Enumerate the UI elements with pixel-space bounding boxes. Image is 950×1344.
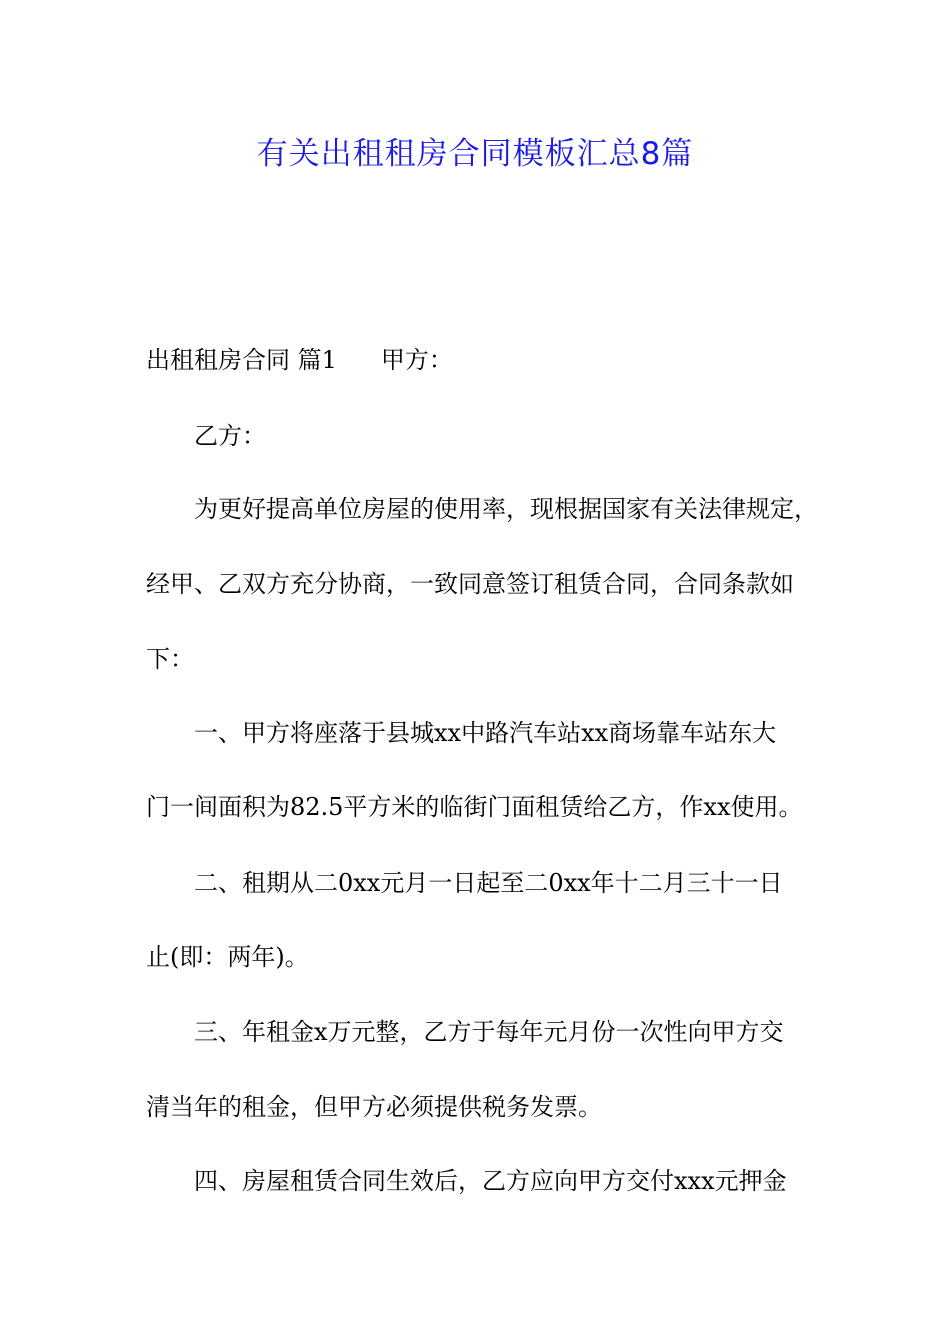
paragraph-line: 经甲、乙双方充分协商，一致同意签订租赁合同，合同条款如 bbox=[146, 570, 794, 598]
clause-1-line: 一、甲方将座落于县城xx中路汽车站xx商场靠车站东大 bbox=[194, 719, 777, 747]
section-heading-line bbox=[146, 343, 453, 377]
clause-1-line: 门一间面积为82.5平方米的临街门面租赁给乙方，作xx使用。 bbox=[146, 793, 803, 821]
clause-3-line: 三、年租金x万元整，乙方于每年元月份一次性向甲方交 bbox=[194, 1018, 784, 1046]
party-b-label: 乙方： bbox=[194, 422, 266, 450]
clause-3-line: 清当年的租金，但甲方必须提供税务发票。 bbox=[146, 1093, 602, 1121]
paragraph-line: 为更好提高单位房屋的使用率，现根据国家有关法律规定， bbox=[194, 495, 818, 523]
party-a-label: 甲方： bbox=[380, 346, 453, 374]
clause-2-line: 二、租期从二0xx元月一日起至二0xx年十二月三十一日 bbox=[194, 869, 783, 897]
clause-4-line: 四、房屋租赁合同生效后，乙方应向甲方交付xxx元押金 bbox=[194, 1167, 787, 1195]
section-heading: 出租租房合同 篇1 bbox=[146, 346, 337, 374]
document-title: 有关出租租房合同模板汇总8篇 bbox=[256, 136, 694, 172]
paragraph-line: 下： bbox=[146, 645, 194, 673]
clause-2-line: 止(即：两年)。 bbox=[146, 943, 309, 971]
